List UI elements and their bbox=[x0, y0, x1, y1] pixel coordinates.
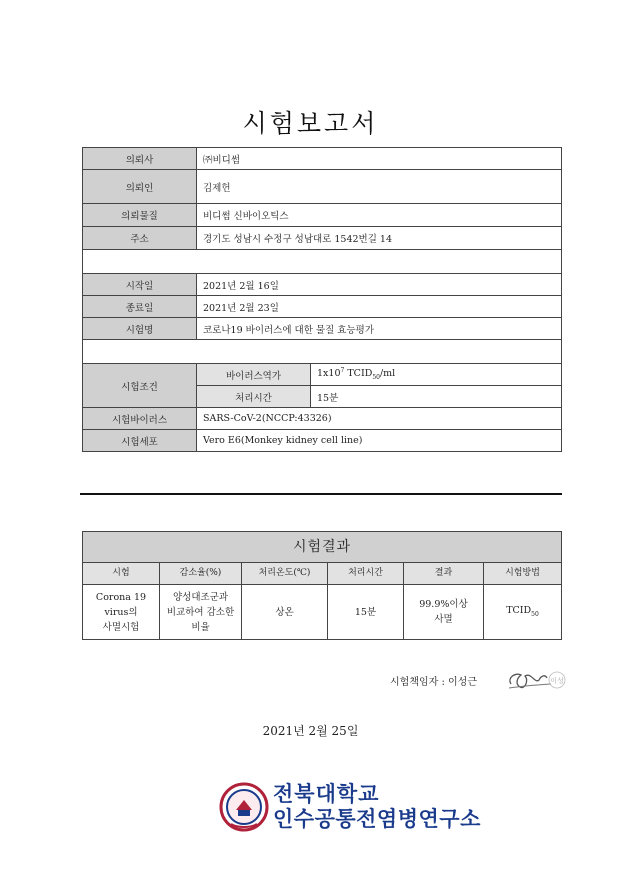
titer-label: 바이러스역가 bbox=[197, 364, 311, 386]
info-row-virus bbox=[83, 408, 562, 430]
university-emblem bbox=[219, 780, 269, 838]
reduction-line-2: 비교하여 감소한 bbox=[166, 606, 235, 618]
material-value: 비디썸 신바이오틱스 bbox=[197, 204, 562, 227]
university-emblem-icon bbox=[219, 780, 269, 834]
results-title: 시험결과 bbox=[83, 532, 562, 563]
header-time: 처리시간 bbox=[328, 563, 404, 585]
titer-unit: TCID bbox=[344, 368, 373, 380]
institute-line-1: 전북대학교 bbox=[273, 782, 380, 806]
time-label: 처리시간 bbox=[197, 386, 311, 408]
client-person-value: 김제헌 bbox=[197, 170, 562, 204]
start-value: 2021년 2월 16일 bbox=[197, 274, 562, 296]
titer-exponent: 7 bbox=[340, 367, 345, 375]
info-row-end bbox=[83, 296, 562, 318]
reduction-line-1: 양성대조군과 bbox=[172, 591, 229, 603]
result-line-2: 사멸 bbox=[434, 614, 453, 625]
method-base: TCID bbox=[506, 604, 532, 616]
result-line-1: 99.9%이상 bbox=[419, 599, 468, 610]
report-date: 2021년 2월 25일 bbox=[262, 724, 359, 738]
header-reduction: 감소율(%) bbox=[160, 563, 242, 585]
signature-line bbox=[390, 673, 477, 688]
client-company-value: ㈜비디썸 bbox=[197, 148, 562, 170]
info-row-client-person bbox=[83, 170, 562, 204]
results-table bbox=[82, 531, 562, 640]
info-table bbox=[82, 147, 562, 452]
cell-result bbox=[404, 585, 484, 640]
results-header-row bbox=[83, 563, 562, 585]
test-name-label: 시험명 bbox=[83, 318, 197, 340]
info-spacer-row bbox=[83, 250, 562, 274]
signature-scribble-icon bbox=[505, 666, 569, 692]
virus-value: SARS-CoV-2(NCCP:43326) bbox=[197, 408, 562, 430]
header-result: 결과 bbox=[404, 563, 484, 585]
titer-value bbox=[311, 364, 562, 386]
method-subscript: 50 bbox=[531, 610, 539, 618]
address-value: 경기도 성남시 수정구 성남대로 1542번길 14 bbox=[197, 227, 562, 250]
spacer-cell bbox=[83, 340, 562, 364]
info-row-start bbox=[83, 274, 562, 296]
info-row-address bbox=[83, 227, 562, 250]
end-label: 종료일 bbox=[83, 296, 197, 318]
cell-reduction bbox=[160, 585, 242, 640]
test-line-1: Corona 19 bbox=[95, 591, 147, 603]
info-row-material bbox=[83, 204, 562, 227]
cell-temperature: 상온 bbox=[242, 585, 328, 640]
address-label: 주소 bbox=[83, 227, 197, 250]
titer-subscript: 50 bbox=[372, 374, 380, 382]
test-name-value: 코로나19 바이러스에 대한 물질 효능평가 bbox=[197, 318, 562, 340]
test-line-3: 사멸시험 bbox=[102, 621, 140, 633]
reduction-line-3: 비율 bbox=[191, 621, 210, 633]
cell-method bbox=[484, 585, 562, 640]
conditions-label: 시험조건 bbox=[83, 364, 197, 408]
titer-base: 1x10 bbox=[317, 368, 341, 380]
info-row-test-name bbox=[83, 318, 562, 340]
responsible-person: 시험책임자 : 이성근 bbox=[390, 677, 478, 688]
header-test: 시험 bbox=[83, 563, 160, 585]
info-row-titer bbox=[83, 364, 562, 386]
header-method: 시험방법 bbox=[484, 563, 562, 585]
cell-label: 시험세포 bbox=[83, 430, 197, 452]
client-person-label: 의뢰인 bbox=[83, 170, 197, 204]
cell-time: 15분 bbox=[328, 585, 404, 640]
start-label: 시작일 bbox=[83, 274, 197, 296]
test-line-2: virus의 bbox=[104, 606, 138, 618]
spacer-cell bbox=[83, 250, 562, 274]
report-title: 시험보고서 bbox=[242, 109, 379, 138]
stamp-text: 이성 bbox=[550, 677, 564, 685]
results-title-row bbox=[83, 532, 562, 563]
titer-per: /ml bbox=[379, 368, 396, 380]
client-company-label: 의뢰사 bbox=[83, 148, 197, 170]
institute-name bbox=[273, 784, 481, 830]
material-label: 의뢰물질 bbox=[83, 204, 197, 227]
virus-label: 시험바이러스 bbox=[83, 408, 197, 430]
info-row-cell bbox=[83, 430, 562, 452]
institute-line-2: 인수공통전염병연구소 bbox=[273, 807, 481, 831]
end-value: 2021년 2월 23일 bbox=[197, 296, 562, 318]
cell-test bbox=[83, 585, 160, 640]
info-spacer-row bbox=[83, 340, 562, 364]
section-divider bbox=[80, 493, 562, 495]
results-data-row bbox=[83, 585, 562, 640]
signature-mark bbox=[505, 666, 569, 696]
time-value: 15분 bbox=[311, 386, 562, 408]
header-temperature: 처리온도(℃) bbox=[242, 563, 328, 585]
cell-value: Vero E6(Monkey kidney cell line) bbox=[197, 430, 562, 452]
info-row-client-company bbox=[83, 148, 562, 170]
